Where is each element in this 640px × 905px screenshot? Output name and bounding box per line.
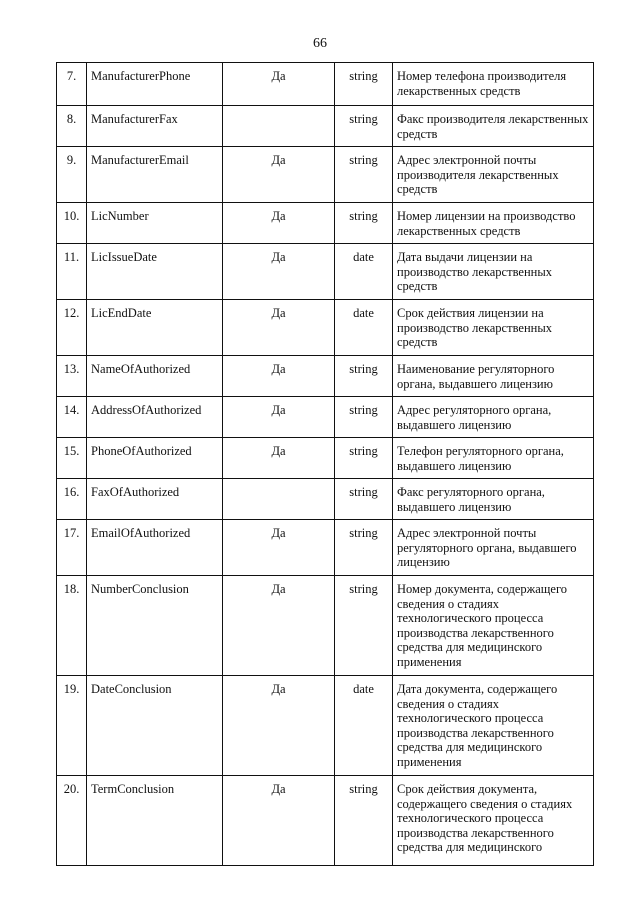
field-description: Адрес электронной почты регуляторного органа, выдавшего лицензию xyxy=(393,520,594,576)
row-number: 7. xyxy=(57,63,87,106)
required-flag: Да xyxy=(223,520,335,576)
row-number: 12. xyxy=(57,300,87,356)
field-type: string xyxy=(335,438,393,479)
table-row xyxy=(57,576,594,676)
field-type: string xyxy=(335,106,393,147)
field-name: ManufacturerPhone xyxy=(87,63,223,106)
row-number: 8. xyxy=(57,106,87,147)
required-flag xyxy=(223,479,335,520)
field-description: Факс регуляторного органа, выдавшего лицензию xyxy=(393,479,594,520)
field-type: string xyxy=(335,520,393,576)
table-row xyxy=(57,300,594,356)
required-flag xyxy=(223,106,335,147)
field-name: NumberConclusion xyxy=(87,576,223,676)
row-number: 19. xyxy=(57,676,87,776)
field-name: FaxOfAuthorized xyxy=(87,479,223,520)
required-flag: Да xyxy=(223,203,335,244)
field-description: Дата выдачи лицензии на производство лекарственных средств xyxy=(393,244,594,300)
required-flag: Да xyxy=(223,397,335,438)
table-row xyxy=(57,147,594,203)
field-name: LicNumber xyxy=(87,203,223,244)
field-name: EmailOfAuthorized xyxy=(87,520,223,576)
field-type: string xyxy=(335,63,393,106)
table-row xyxy=(57,244,594,300)
required-flag: Да xyxy=(223,356,335,397)
row-number: 11. xyxy=(57,244,87,300)
field-name: LicIssueDate xyxy=(87,244,223,300)
field-type: string xyxy=(335,397,393,438)
required-flag: Да xyxy=(223,244,335,300)
field-description: Срок действия лицензии на производство лекарственных средств xyxy=(393,300,594,356)
required-flag: Да xyxy=(223,63,335,106)
data-field-table xyxy=(56,62,594,866)
field-description: Факс производителя лекарственных средств xyxy=(393,106,594,147)
field-name: LicEndDate xyxy=(87,300,223,356)
field-type: string xyxy=(335,776,393,866)
field-name: ManufacturerFax xyxy=(87,106,223,147)
field-description: Номер телефона производителя лекарственных средств xyxy=(393,63,594,106)
field-name: TermConclusion xyxy=(87,776,223,866)
required-flag: Да xyxy=(223,438,335,479)
field-type: date xyxy=(335,676,393,776)
table-row xyxy=(57,203,594,244)
field-description: Срок действия документа, содержащего сведения о стадиях технологического процесса производства лекарственного средства для медицинского xyxy=(393,776,594,866)
field-description: Адрес электронной почты производителя лекарственных средств xyxy=(393,147,594,203)
required-flag: Да xyxy=(223,576,335,676)
required-flag: Да xyxy=(223,776,335,866)
row-number: 13. xyxy=(57,356,87,397)
row-number: 15. xyxy=(57,438,87,479)
field-description: Номер документа, содержащего сведения о стадиях технологического процесса производства лекарственного средства для медицинского применения xyxy=(393,576,594,676)
row-number: 9. xyxy=(57,147,87,203)
field-type: string xyxy=(335,576,393,676)
table-body xyxy=(57,63,594,866)
field-description: Наименование регуляторного органа, выдавшего лицензию xyxy=(393,356,594,397)
row-number: 16. xyxy=(57,479,87,520)
field-type: string xyxy=(335,147,393,203)
required-flag: Да xyxy=(223,676,335,776)
row-number: 17. xyxy=(57,520,87,576)
field-type: string xyxy=(335,356,393,397)
table-row xyxy=(57,397,594,438)
field-name: DateConclusion xyxy=(87,676,223,776)
field-type: date xyxy=(335,300,393,356)
field-description: Номер лицензии на производство лекарственных средств xyxy=(393,203,594,244)
table-row xyxy=(57,676,594,776)
field-name: NameOfAuthorized xyxy=(87,356,223,397)
table-row xyxy=(57,520,594,576)
field-description: Адрес регуляторного органа, выдавшего лицензию xyxy=(393,397,594,438)
field-type: string xyxy=(335,479,393,520)
page-number: 66 xyxy=(313,36,327,51)
row-number: 20. xyxy=(57,776,87,866)
row-number: 10. xyxy=(57,203,87,244)
field-name: AddressOfAuthorized xyxy=(87,397,223,438)
field-type: string xyxy=(335,203,393,244)
field-description: Дата документа, содержащего сведения о стадиях технологического процесса производства лекарственного средства для медицинского применения xyxy=(393,676,594,776)
required-flag: Да xyxy=(223,147,335,203)
field-name: ManufacturerEmail xyxy=(87,147,223,203)
row-number: 18. xyxy=(57,576,87,676)
table-row xyxy=(57,356,594,397)
table-row xyxy=(57,479,594,520)
field-description: Телефон регуляторного органа, выдавшего лицензию xyxy=(393,438,594,479)
row-number: 14. xyxy=(57,397,87,438)
table-row xyxy=(57,63,594,106)
table-row xyxy=(57,438,594,479)
field-name: PhoneOfAuthorized xyxy=(87,438,223,479)
table-row xyxy=(57,776,594,866)
required-flag: Да xyxy=(223,300,335,356)
table-row xyxy=(57,106,594,147)
field-type: date xyxy=(335,244,393,300)
